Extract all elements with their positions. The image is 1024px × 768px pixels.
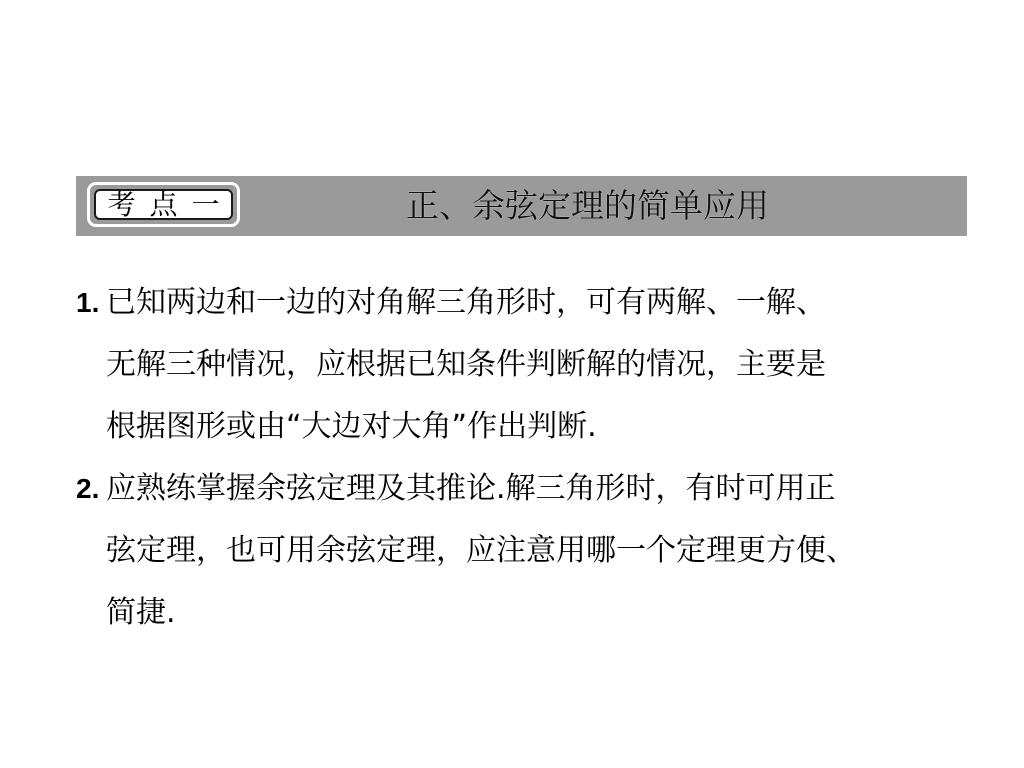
item-line: 根据图形或由“大边对大角”作出判断. bbox=[106, 409, 597, 444]
item-line: 弦定理，也可用余弦定理，应注意用哪一个定理更方便、 bbox=[106, 533, 856, 568]
content-body bbox=[76, 272, 956, 644]
topic-title: 正、余弦定理的简单应用 bbox=[406, 186, 769, 225]
topic-badge bbox=[87, 182, 240, 227]
topic-header-bar bbox=[76, 176, 967, 236]
item-number: 1. bbox=[76, 287, 100, 318]
item-line: 已知两边和一边的对角解三角形时，可有两解、一解、 bbox=[106, 285, 826, 320]
topic-badge-frame bbox=[94, 189, 233, 220]
item-line: 无解三种情况，应根据已知条件判断解的情况，主要是 bbox=[106, 347, 826, 382]
item-line: 简捷. bbox=[106, 595, 176, 630]
item-line: 应熟练掌握余弦定理及其推论.解三角形时，有时可用正 bbox=[106, 471, 836, 506]
list-item bbox=[76, 458, 956, 644]
topic-badge-label: 考点一 bbox=[107, 187, 234, 221]
list-item bbox=[76, 272, 956, 458]
item-number: 2. bbox=[76, 473, 100, 504]
